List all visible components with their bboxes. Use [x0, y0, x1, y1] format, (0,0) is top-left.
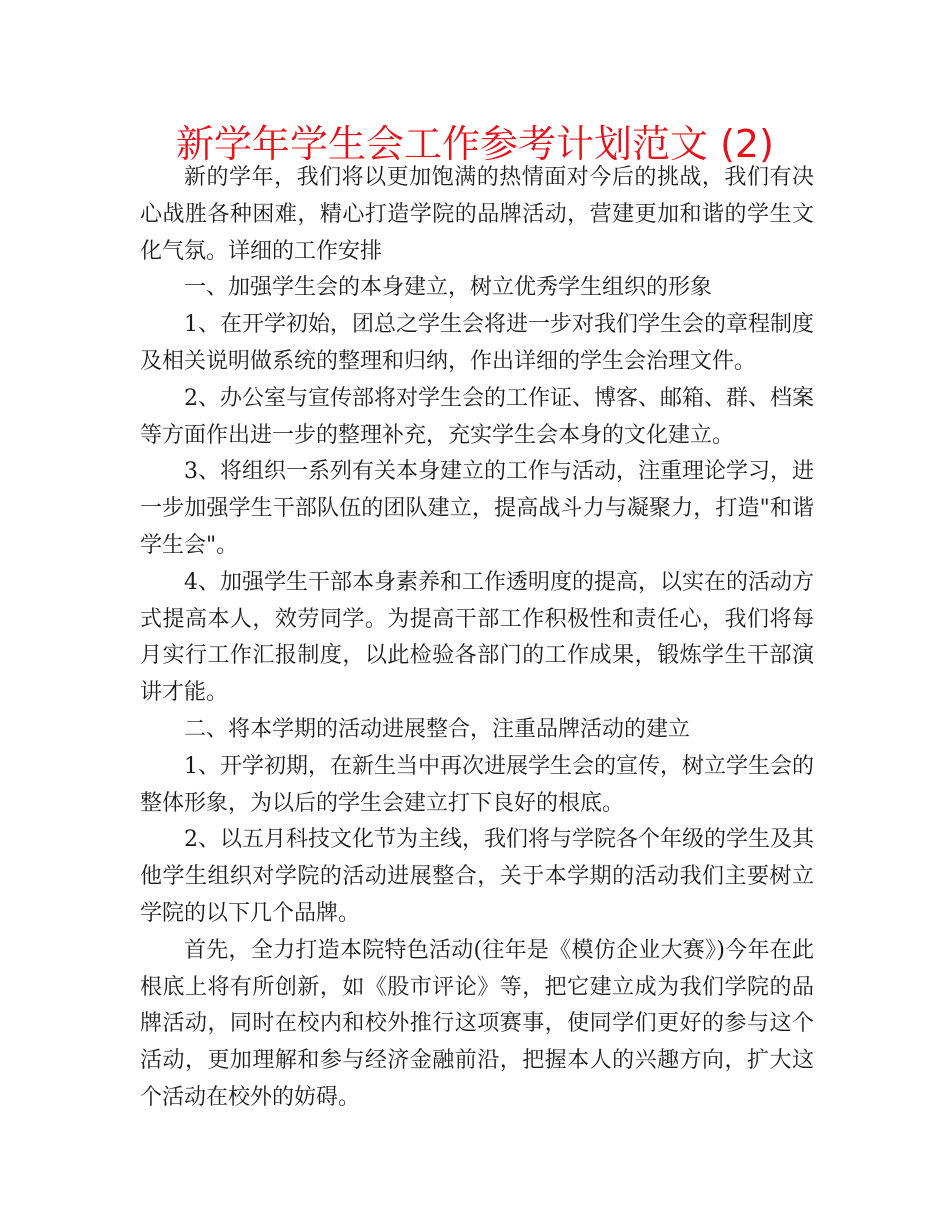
- paragraph-1-4: 4、加强学生干部本身素养和工作透明度的提高，以实在的活动方式提高本人，效劳同学。为提高干部工作积极性和责任心，我们将每月实行工作汇报制度，以此检验各部门的工作成果，锻炼学生干部演讲才能。: [140, 569, 814, 706]
- document-title: 新学年学生会工作参考计划范文 (2): [176, 122, 774, 166]
- paragraph-1-2: 2、办公室与宣传部将对学生会的工作证、博客、邮箱、群、档案等方面作出进一步的整理补充，充实学生会本身的文化建立。: [140, 385, 814, 448]
- paragraph-intro: 新的学年，我们将以更加饱满的热情面对今后的挑战，我们有决心战胜各种困难，精心打造学院的品牌活动，营建更加和谐的学生文化气氛。详细的工作安排: [140, 165, 814, 264]
- document-body: [140, 160, 814, 1117]
- paragraph-1-3: 3、将组织一系列有关本身建立的工作与活动，注重理论学习，进一步加强学生干部队伍的团队建立，提高战斗力与凝聚力，打造"和谐学生会"。: [140, 459, 814, 558]
- paragraph-2-2: 2、以五月科技文化节为主线，我们将与学院各个年级的学生及其他学生组织对学院的活动进展整合，关于本学期的活动我们主要树立学院的以下几个品牌。: [140, 827, 814, 926]
- paragraph-2-3: 首先，全力打造本院特色活动(往年是《模仿企业大赛》)今年在此根底上将有所创新，如《股市评论》等，把它建立成为我们学院的品牌活动，同时在校内和校外推行这项赛事，使同学们更好的参与这个活动，更加理解和参与经济金融前沿，把握本人的兴趣方向，扩大这个活动在校外的妨碍。: [140, 937, 814, 1110]
- section-heading-2: 二、将本学期的活动进展整合，注重品牌活动的建立: [184, 716, 691, 742]
- paragraph-2-1: 1、开学初期，在新生当中再次进展学生会的宣传，树立学生会的整体形象，为以后的学生会建立打下良好的根底。: [140, 753, 814, 816]
- section-heading-1: 一、加强学生会的本身建立，树立优秀学生组织的形象: [184, 275, 713, 301]
- paragraph-1-1: 1、在开学初始，团总之学生会将进一步对我们学生会的章程制度及相关说明做系统的整理和归纳，作出详细的学生会治理文件。: [140, 312, 814, 374]
